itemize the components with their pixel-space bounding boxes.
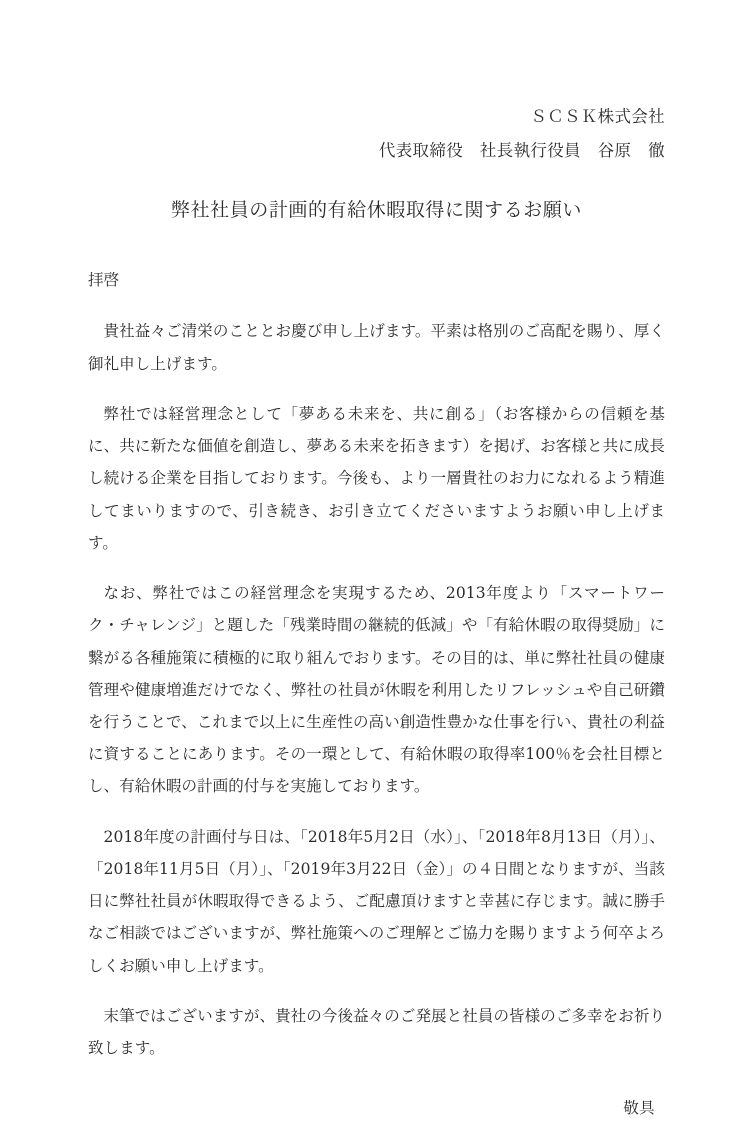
closing-word: 敬具	[623, 1099, 655, 1118]
body-paragraph-5: 末筆ではございますが、貴社の今後益々のご発展と社員の皆様のご多幸をお祈り致します。	[88, 1006, 665, 1058]
page-title: 弊社社員の計画的有給休暇取得に関するお願い	[171, 199, 582, 221]
sender-block	[88, 104, 665, 163]
document-body	[88, 266, 665, 1124]
body-paragraph-4: 2018年度の計画付与日は、「2018年5月2日（水）」、「2018年8月13日（月）」、「2018年11月5日（月）」、「2019年3月22日（金）」の４日間となりますが、当該日に弊社社員が休暇取得できるよう、ご配慮頂けますと幸甚に存じます。誠に勝手なご相談ではございますが、弊社施策へのご理解とご協力を賜りますよう何卒よろしくお願い申し上げます。	[88, 827, 665, 975]
body-paragraph-1: 貴社益々ご清栄のこととお慶び申し上げます。平素は格別のご高配を賜り、厚く御礼申し上げます。	[88, 322, 665, 373]
sender-person-title-name: 代表取締役 社長執行役員 谷原 徹	[378, 140, 665, 160]
body-paragraph-3: なお、弊社ではこの経営理念を実現するため、2013年度より「スマートワーク・チャレンジ」と題した「残業時間の継続的低減」や「有給休暇の取得奨励」に繋がる各種施策に積極的に取り組んでおります。その目的は、単に弊社社員の健康管理や健康増進だけでなく、弊社の社員が休暇を利用したリフレッシュや自己研鑽を行うことで、これまで以上に生産性の高い創造性豊かな仕事を行い、貴社の利益に資することにあります。その一環として、有給休暇の取得率100％を会社目標とし、有給休暇の計画的付与を実施しております。	[88, 584, 665, 796]
sender-company-name: ＳＣＳＫ株式会社	[530, 107, 665, 126]
salutation: 拝啓	[88, 271, 120, 289]
body-paragraph-2: 弊社では経営理念として「夢ある未来を、共に創る」（お客様からの信頼を基に、共に新たな価値を創造し、夢ある未来を拓きます）を掲げ、お客様と共に成長し続ける企業を目指しております。今後も、より一層貴社のお力になれるよう精進してまいりますので、引き続き、お引き立てくださいますようお願い申し上げます。	[88, 404, 665, 552]
